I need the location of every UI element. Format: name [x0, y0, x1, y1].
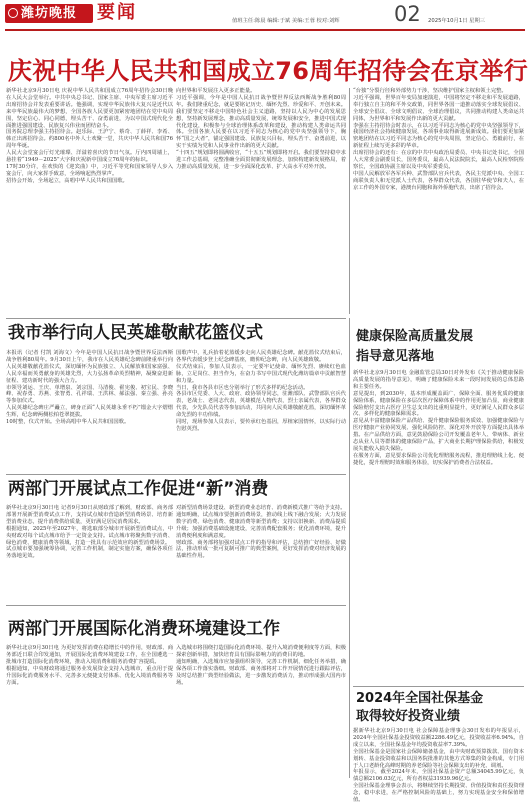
- issue-date: 2025年10月1日 星期三: [428, 18, 486, 24]
- lead-story-column-2: 向世界和平发展注入更多正能量。 习近平强调，今年是中国人民抗日战争暨世界反法西斯战争胜利80周年。我们隆重纪念，就是要铭记历史、缅怀先烈、珍爱和平、开创未来。我们要坚定不移走中国特色社会主义道路，坚持以人民为中心的发展思想，坚持新发展理念，推动高质量发展，统筹发展和安全，推进中国式现代化建设，积极参与全球治理体系改革和建设，推动构建人类命运共同体。全国各族人民要在以习近平同志为核心的党中央坚强领导下，胸怀“国之大者”，锚定强国建设、民族复兴目标，埋头苦干、奋勇前进，以实干实绩为党和人民事业作出新的更大贡献。 “十四五”规划即将圆满收官，“十五五”规划即将开启。我们要坚持稳中求进工作总基调，完整准确全面贯彻新发展理念，加快构建新发展格局，着力推动高质量发展，进一步全面深化改革、扩大高水平对外开放。: [176, 88, 346, 170]
- editors-credit: 值班主任:陈晨 编辑:于斌 美编:王蓉 校对:刘辉: [232, 18, 340, 24]
- masthead: [0, 0, 530, 28]
- logo-emblem-icon: [8, 8, 18, 18]
- section-name: 要闻: [97, 2, 137, 23]
- lead-headline: 庆祝中华人民共和国成立76周年招待会在京举行: [8, 57, 528, 85]
- lead-story-column-1: 新华社北京9月30日电 庆祝中华人民共和国成立76周年招待会30日晚在人民大会堂举行。中共中央总书记、国家主席、中央军委主席习近平出席招待会并发表重要讲话。他强调，实现中华民族伟大复兴是近代以来中华民族最伟大的梦想，全国各族人民要更加紧密地团结在党中央周围，坚定信心、同心同德，埋头苦干、奋勇前进，为以中国式现代化全面推进强国建设、民族复兴伟业而团结奋斗。 国务院总理李强主持招待会。赵乐际、王沪宁、蔡奇、丁薛祥、李希、韩正出席招待会。约800名中外人士欢聚一堂，共庆中华人民共和国76周年华诞。 人民大会堂宴会厅灯光璀璨、洋溢着喜庆的节日气氛。厅内四周墙上，悬挂着“1949－2025”大字和庆祝新中国成立76周年的标识。 17时30分许，在欢快的《迎宾曲》中，习近平等党和国家领导人步入宴会厅，向大家挥手致意，全场响起热烈掌声。 招待会开始，全场起立，高唱中华人民共和国国歌。: [6, 88, 173, 184]
- page-number: 02: [394, 2, 421, 26]
- memorial-column-1: 本报讯（记者 付凯 刘海文）今年是中国人民抗日战争暨世界反法西斯战争胜利80周年。9月30日上午，我市在人民英雄纪念碑前隆重举行向人民英雄敬献花篮仪式，深切缅怀为民族独立、人民解放和国家富强、人民幸福而英勇献身的英雄先烈，大力弘扬革命英烈精神，凝聚奋进新征程、建功新时代的强大合力。 市领导刘运、王庆、单增泉、刘宗国、马清俊、翟宪俊、初宝民、李晓峰、祝春勇、苏燕、张智勇、孔祥瑞、王洪林、郝法强、秦立强、孙亮等参加仪式。 人民英雄纪念碑庄严矗立，碑身正面“人民英雄永垂不朽”镏金大字熠熠生辉，纪念碑两侧松柏苍翠挺拔。 10时整，仪式开始。全场高唱中华人民共和国国歌。: [6, 350, 173, 426]
- pension-body: 据新华社北京9月30日电 社会保障基金理事会30日发布的年报显示，2024年全国社保基金投资收益额2286.49亿元，投资收益率6.94%。自成立以来，全国社保基金年均投资收益率7.39%。 全国社保基金是国家社会保障储备基金，由中央财政预算拨款、国有资本划转、基金投资收益和以国务院批准的其他方式筹集的资金构成，专门用于人口老龄化高峰时期的养老保险等社会保障支出的补充、调剂。 年报显示，截至2024年末，全国社保基金资产总额34045.99亿元，负债总额2106.03亿元，所有者权益31939.96亿元。 全国社保基金理事会表示，将继续坚持长期投资、价值投资和责任投资理念，稳中求进，在严格控制风险的基础上，努力实现基金安全和保值增值。: [353, 728, 524, 804]
- new-consumption-headline: 两部门开展试点工作促进“新”消费: [8, 479, 269, 499]
- pension-headline-line-2: 取得较好投资业绩: [356, 709, 461, 724]
- masthead-divider: [5, 29, 525, 31]
- lead-story-column-3: “台独”分裂行径和外部势力干涉，坚决维护国家主权和领土完整。 习近平强调，世界百年变局加速演进，中国将坚定不移走和平发展道路，奉行独立自主的和平外交政策，同世界各国一道推动落实全球发展倡议、全球安全倡议、全球文明倡议、全球治理倡议，共同推动构建人类命运共同体，为世界和平和发展作出新的更大贡献。 李强在主持招待会时表示，在以习近平同志为核心的党中央坚强领导下，我国经济社会持续健康发展，各项事业取得新进展新成效。我们要更加紧密地团结在以习近平同志为核心的党中央周围，坚定信心、勇毅前行，在新征程上续写更多彩的华章。 出席招待会的还有：在京的中共中央政治局委员、中央书记处书记，全国人大常委会副委员长，国务委员，最高人民法院院长，最高人民检察院检察长，全国政协副主席以及中央军委委员。 中国人民解放军各军兵种、武警部队官兵代表，各民主党派中央、全国工商联负责人和无党派人士代表，各界群众代表，各国驻华使节和夫人，在京工作的外国专家，港澳台同胞和海外侨胞代表，出席了招待会。: [353, 88, 524, 191]
- memorial-bottom-rule: [6, 474, 346, 475]
- intl-consumption-column-2: 入选城市将围绕打造国际化消费环境、提升入境消费便利度等方面，积极探索创新举措，加快培育具有国际影响力的消费目的地。 通知明确，入选城市应加强组织领导，完善工作机制，细化任务举措，确保各项工作落实落细。财政部、商务部将对工作开展情况进行跟踪评估，及时总结推广典型经验做法，进一步激发消费活力，推动形成强大国内市场。: [176, 645, 346, 686]
- intl-consumption-headline: 两部门开展国际化消费环境建设工作: [8, 619, 280, 639]
- insurance-bottom-rule: [353, 686, 524, 687]
- new-consumption-column-2: 对新型消费场景建设、新型消费业态培育、消费新模式推广等给予支持。 通知明确，试点城市要创新消费场景，推动线上线下融合发展；大力发展数字消费、绿色消费、健康消费等新型消费；支持以旧换新、消费品提质升级；加强消费基础设施建设，完善消费配套服务；优化消费环境，提升消费便利度和满意度。 财政部、商务部将加强对试点工作的指导和评估，总结推广好经验、好做法，推动形成一批可复制可推广的典型案例，更好发挥消费对经济发展的基础性作用。: [176, 505, 346, 560]
- insurance-headline-line-1: 健康保险高质量发展: [356, 329, 474, 344]
- memorial-column-2: 国歌声中，礼兵抬着花篮缓步走向人民英雄纪念碑。献花篮仪式结束后，各界代表缓步登上纪念碑基座，瞻仰纪念碑，向人民英雄致敬。 仪式结束后，参加人员表示，一定要牢记使命、缅怀先烈、赓续红色血脉，立足岗位、担当作为，在奋力书写中国式现代化潍坊篇章中贡献智慧和力量。 当日，我市各县市区也分别举行了形式多样的纪念活动。 各县市区党委、人大、政府、政协领导同志，驻潍部队、武警部队官兵代表，老战士、老同志代表，英雄模范人物代表，烈士亲属代表，各界群众代表，少先队员代表等参加活动，共同向人民英雄敬献花篮，深切缅怀革命先烈的丰功伟绩。 同时，现场参加人员表示，要传承红色基因，厚植家国情怀，以实际行动告慰英烈。: [176, 350, 346, 432]
- new-consumption-bottom-rule: [6, 605, 346, 606]
- insurance-headline-line-2: 指导意见落地: [356, 349, 435, 364]
- memorial-headline: 我市举行向人民英雄敬献花篮仪式: [8, 323, 263, 343]
- right-column-divider: [349, 318, 350, 778]
- lead-bottom-rule: [6, 318, 346, 319]
- lead-column-divider: [349, 88, 350, 314]
- logo-text: 潍坊晚报: [21, 6, 78, 21]
- logo: [5, 4, 93, 23]
- intl-consumption-column-1: 新华社北京9月30日电 为更好发挥消费在稳增长中的作用，财政部、商务部近日联合印发通知，开展国际化消费环境建设工作，在全国遴选一批城市打造国际化消费环境，推动入境消费和服务消费扩容提质。 根据通知，中央财政将通过服务业发展资金支持入选城市，重点用于提升国际化消费服务水平、完善多元便捷支付体系、优化入境消费服务等方面。: [6, 645, 173, 686]
- pension-headline-line-1: 2024年全国社保基金: [356, 691, 484, 706]
- insurance-body: 新华社北京9月30日电 金融监管总局30日对外发布《关于推动健康保险高质量发展的指导意见》，明确了健康保险未来一段时间发展的总体思路和主要任务。 意见提出，到2030年，基本形成覆盖面广、保障全面、服务优质的健康保险体系，健康保险在多层次医疗保障体系中的作用更加凸显，商业健康保险赔付支出占医疗卫生总支出的比重明显提升，更好满足人民群众多层次、多样化的健康保障需求。 意见从丰富健康保险产品供给、提升健康保险服务质效、加强健康保险与医疗健康产业协同发展、强化风险防控、深化对外开放等方面提出具体举措。在产品供给方面，意见鼓励保险公司开发覆盖老年人、带病体、新业态从业人员等群体的健康保险产品，扩大商业长期护理保险供给，积极发展失能收入损失保险。 在服务方面，意见要求保险公司优化理赔服务流程，推进理赔线上化、便捷化，提升理赔时效和服务体验，切实保护消费者合法权益。: [353, 370, 524, 466]
- new-consumption-column-1: 新华社北京9月30日电 记者9月30日从财政部了解到，财政部、商务部部署开展新型消费试点工作，支持试点城市营造新型消费场景、培育新型消费业态，提升消费供给质量，更好满足居民消费需求。 根据通知，2025年至2027年，将选取部分城市开展新型消费试点，中央财政对每个试点城市给予一定资金支持。试点城市将聚焦数字消费、绿色消费、健康消费等领域，打造一批具有示范效应的新型消费场景。 试点城市要加强统筹协调，完善工作机制，制定实施方案，确保各项任务落地见效。: [6, 505, 173, 560]
